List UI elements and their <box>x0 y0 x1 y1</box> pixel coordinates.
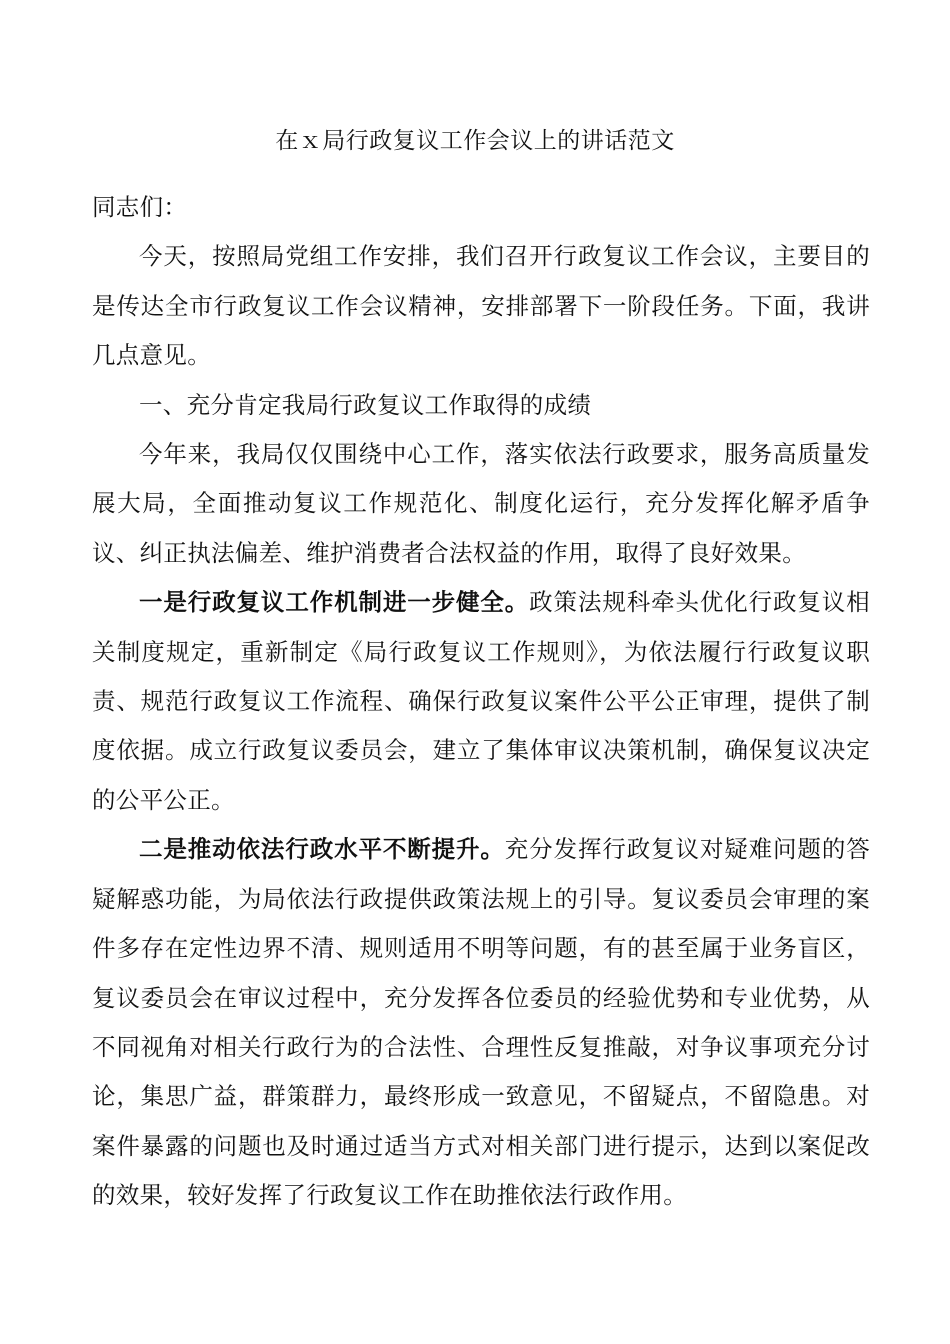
paragraph-point-two <box>92 825 870 1220</box>
paragraph-text: 政策法规科牵头优化行政复议相关制度规定，重新制定《局行政复议工作规则》，为依法履行行政复议职责、规范行政复议工作流程、确保行政复议案件公平公正审理，提供了制度依据。成立行政复议委员会，建立了集体审议决策机制，确保复议决定的公平公正。 <box>92 588 870 814</box>
section-heading-text: 一、充分肯定我局行政复议工作取得的成绩 <box>139 390 592 419</box>
paragraph-lead: 二是推动依法行政水平不断提升。 <box>139 835 505 864</box>
document-title: 在ｘ局行政复议工作会议上的讲话范文 <box>275 128 675 154</box>
document-body <box>92 183 870 1221</box>
paragraph-text: 今天，按照局党组工作安排，我们召开行政复议工作会议，主要目的是传达全市行政复议工作会议精神，安排部署下一阶段任务。下面，我讲几点意见。 <box>92 242 870 370</box>
section-heading <box>92 381 870 430</box>
paragraph-summary <box>92 430 870 578</box>
paragraph-text: 充分发挥行政复议对疑难问题的答疑解惑功能，为局依法行政提供政策法规上的引导。复议委员会审理的案件多存在定性边界不清、规则适用不明等问题，有的甚至属于业务盲区，复议委员会在审议过程中，充分发挥各位委员的经验优势和专业优势，从不同视角对相关行政行为的合法性、合理性反复推敲，对争议事项充分讨论，集思广益，群策群力，最终形成一致意见，不留疑点，不留隐患。对案件暴露的问题也及时通过适当方式对相关部门进行提示，达到以案促改的效果，较好发挥了行政复议工作在助推依法行政作用。 <box>92 835 871 1210</box>
paragraph-text: 今年来，我局仅仅围绕中心工作，落实依法行政要求，服务高质量发展大局，全面推动复议工作规范化、制度化运行，充分发挥化解矛盾争议、纠正执法偏差、维护消费者合法权益的作用，取得了良好效果。 <box>92 440 870 567</box>
greeting: 同志们： <box>92 193 188 221</box>
paragraph-intro <box>92 232 870 380</box>
paragraph-point-one <box>92 578 870 825</box>
paragraph-lead: 一是行政复议工作机制进一步健全。 <box>139 588 530 617</box>
